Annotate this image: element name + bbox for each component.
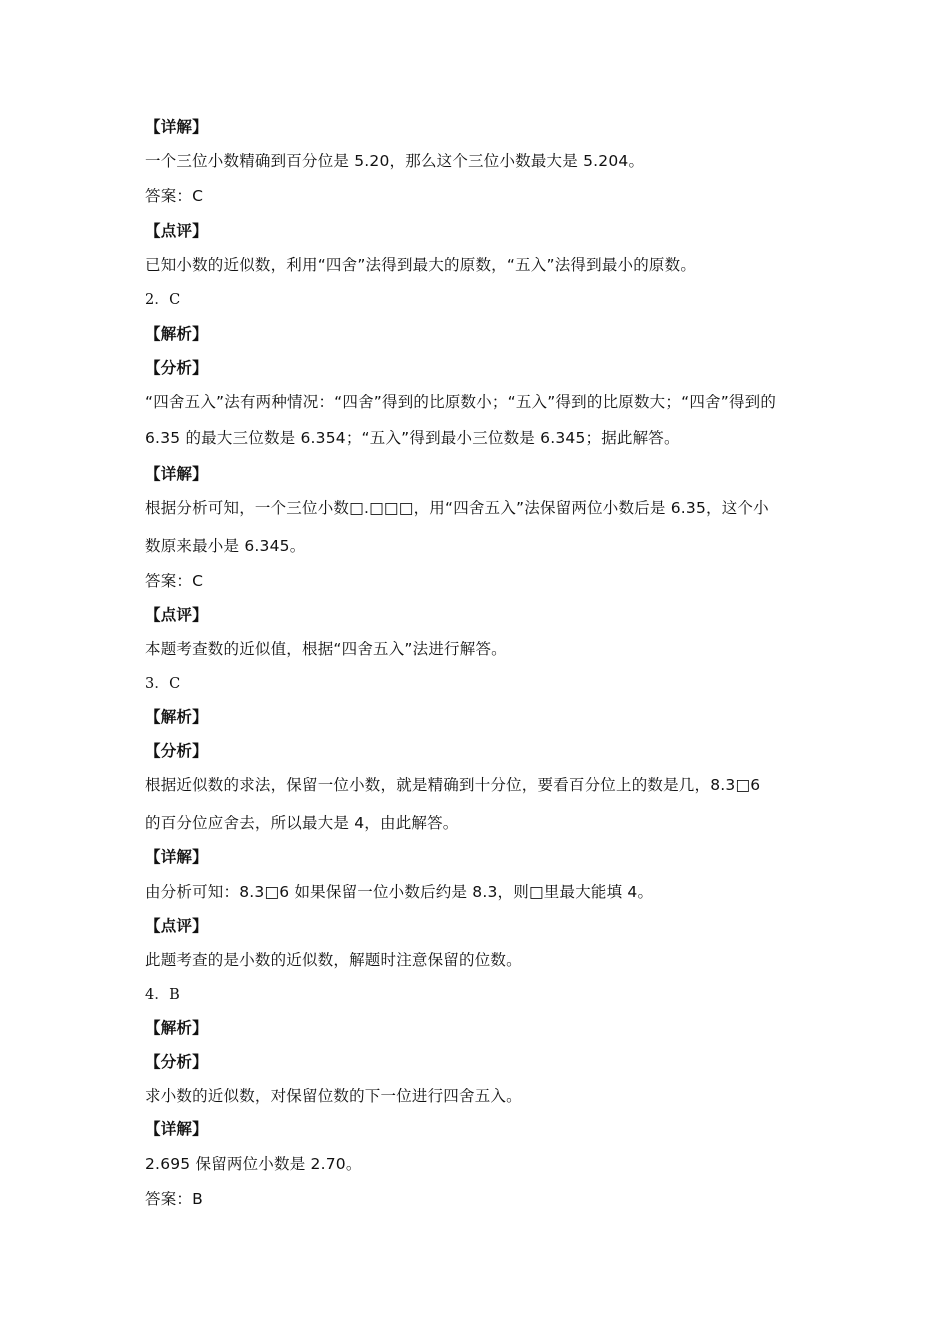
paragraph-text: 由分析可知：8.3□6 如果保留一位小数后约是 8.3，则□里最大能填 4。 (145, 883, 654, 901)
paragraph-text: 已知小数的近似数，利用“四舍”法得到最大的原数，“五入”法得到最小的原数。 (145, 256, 697, 274)
section-heading-comment: 【点评】 (145, 222, 208, 240)
question-number: 3．C (145, 676, 181, 692)
section-heading-comment: 【点评】 (145, 606, 208, 624)
paragraph-text: 根据近似数的求法，保留一位小数，就是精确到十分位，要看百分位上的数是几，8.3□6 (145, 776, 761, 794)
section-heading-detail: 【详解】 (145, 1120, 208, 1138)
question-number: 2．C (145, 292, 181, 308)
answer-text: 答案：C (145, 187, 204, 205)
section-heading-reasoning: 【分析】 (145, 359, 208, 377)
section-heading-analysis: 【解析】 (145, 325, 208, 343)
section-heading-analysis: 【解析】 (145, 1019, 208, 1037)
section-heading-detail: 【详解】 (145, 465, 208, 483)
paragraph-text: 数原来最小是 6.345。 (145, 537, 306, 555)
paragraph-text: 求小数的近似数，对保留位数的下一位进行四舍五入。 (145, 1087, 522, 1105)
paragraph-text: 此题考查的是小数的近似数，解题时注意保留的位数。 (145, 951, 522, 969)
section-heading-comment: 【点评】 (145, 917, 208, 935)
question-number: 4．B (145, 987, 180, 1003)
section-heading-detail: 【详解】 (145, 118, 208, 136)
paragraph-text: 本题考查数的近似值，根据“四舍五入”法进行解答。 (145, 640, 507, 658)
paragraph-text: 根据分析可知，一个三位小数□.□□□，用“四舍五入”法保留两位小数后是 6.35，这个小 (145, 499, 769, 517)
paragraph-text: 6.35 的最大三位数是 6.354；“五入”得到最小三位数是 6.345；据此解答。 (145, 429, 680, 447)
paragraph-text: 一个三位小数精确到百分位是 5.20，那么这个三位小数最大是 5.204。 (145, 152, 645, 170)
section-heading-analysis: 【解析】 (145, 708, 208, 726)
paragraph-text: “四舍五入”法有两种情况：“四舍”得到的比原数小；“五入”得到的比原数大；“四舍”得到的 (145, 393, 777, 411)
section-heading-reasoning: 【分析】 (145, 1053, 208, 1071)
section-heading-detail: 【详解】 (145, 848, 208, 866)
paragraph-text: 的百分位应舍去，所以最大是 4，由此解答。 (145, 814, 459, 832)
answer-text: 答案：B (145, 1190, 203, 1208)
paragraph-text: 2.695 保留两位小数是 2.70。 (145, 1155, 362, 1173)
answer-text: 答案：C (145, 572, 204, 590)
section-heading-reasoning: 【分析】 (145, 742, 208, 760)
